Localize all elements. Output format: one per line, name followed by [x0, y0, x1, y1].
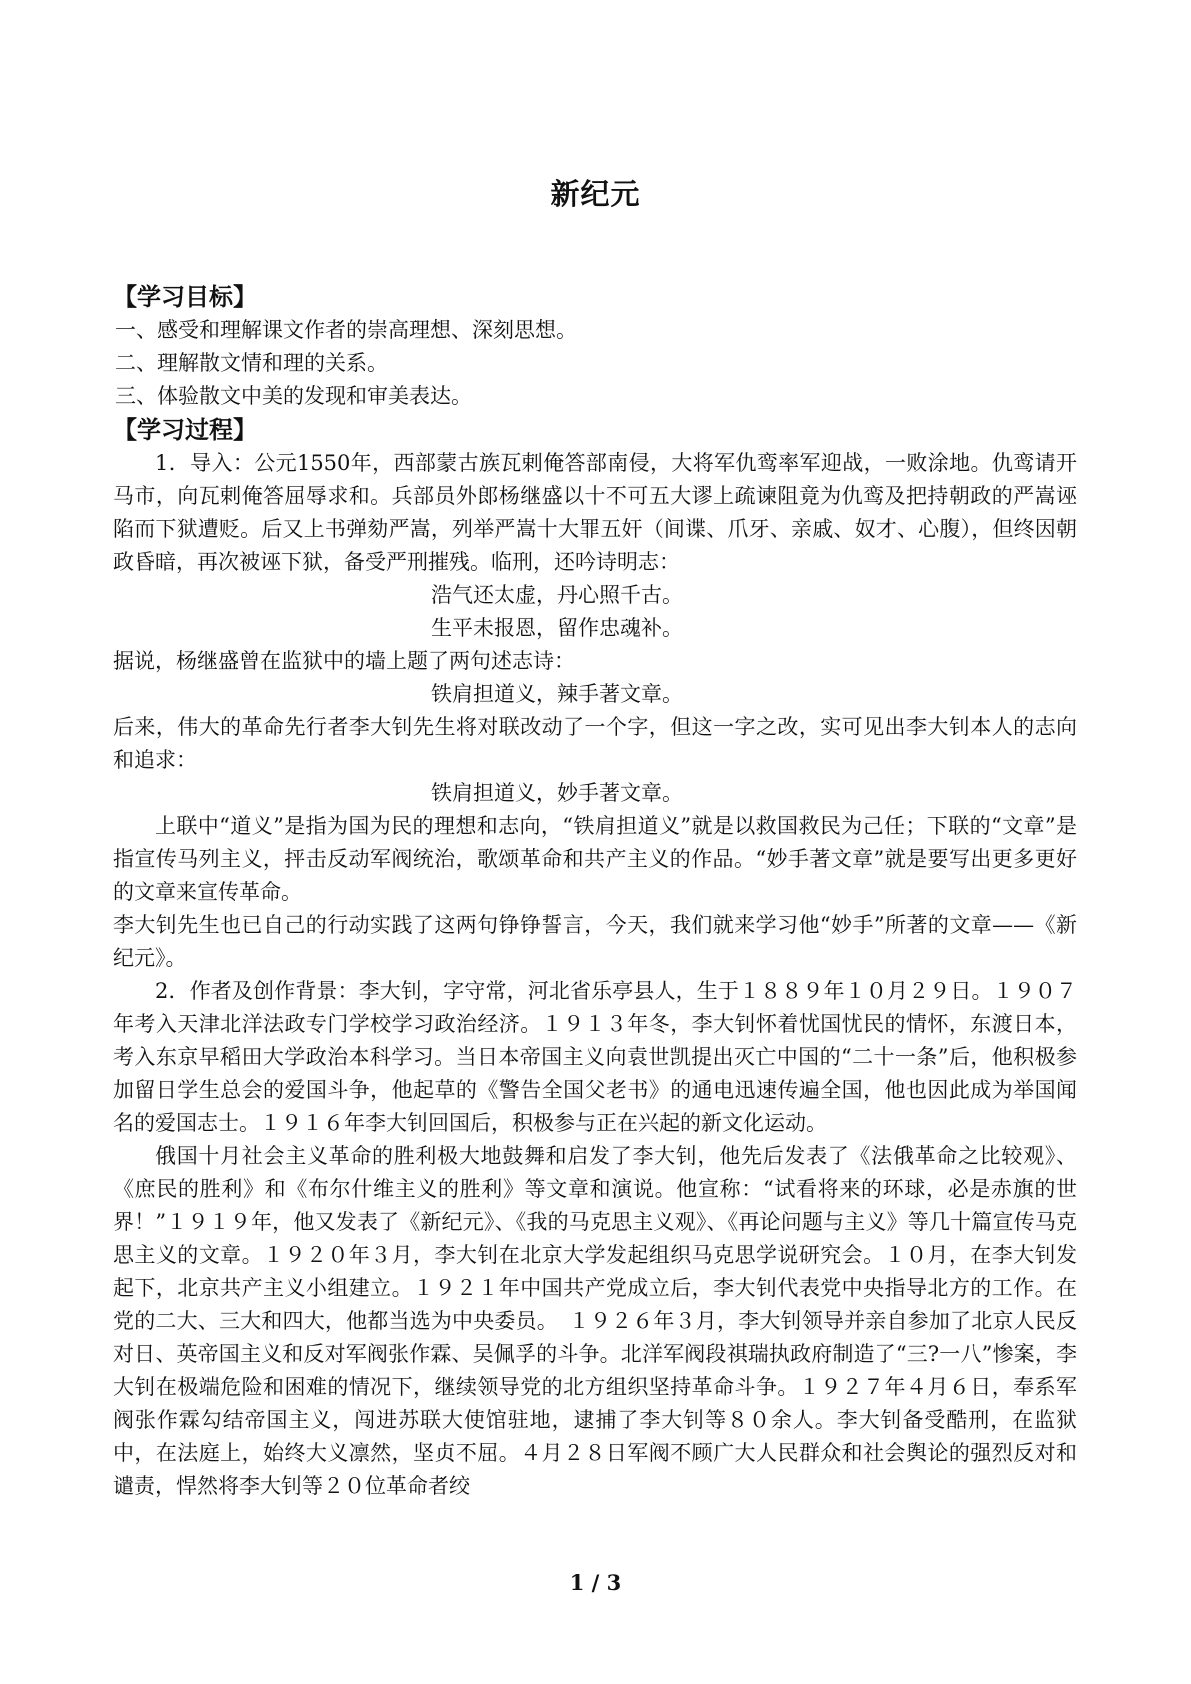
- poem-line: 浩气还太虚，丹心照千古。: [431, 583, 683, 607]
- section-heading-process: 【学习过程】: [113, 415, 257, 444]
- poem-line: 铁肩担道义，辣手著文章。: [431, 682, 683, 706]
- page-number: 1 / 3: [569, 1570, 622, 1595]
- document-body: [113, 280, 1077, 1503]
- paragraph-intro: 1．导入：公元1550年，西部蒙古族瓦剌俺答部南侵，大将军仇鸾率军迎战，一败涂地。仇鸾请开马市，向瓦剌俺答屈辱求和。兵部员外郎杨继盛以十不可五大谬上疏谏阻竟为仇鸾及把持朝政的严嵩诬陷而下狱遭贬。后又上书弹劾严嵩，列举严嵩十大罪五奸（间谍、爪牙、亲戚、奴才、心腹），但终因朝政昏暗，再次被诬下狱，备受严刑摧残。临刑，还吟诗明志：: [113, 451, 1077, 574]
- paragraph-author: 2．作者及创作背景：李大钊，字守常，河北省乐亭县人，生于１８８９年１０月２９日。１９０７年考入天津北洋法政专门学校学习政治经济。１９１３年冬，李大钊怀着忧国忧民的情怀，东渡日本，考入东京早稻田大学政治本科学习。当日本帝国主义向袁世凯提出灭亡中国的“二十一条”后，他积极参加留日学生总会的爱国斗争，他起草的《警告全国父老书》的通电迅速传遍全国，他也因此成为举国闻名的爱国志士。１９１６年李大钊回国后，积极参与正在兴起的新文化运动。: [113, 979, 1077, 1135]
- paragraph-practice: 李大钊先生也已自己的行动实践了这两句铮铮誓言，今天，我们就来学习他“妙手”所著的文章——《新纪元》。: [113, 913, 1077, 970]
- poem-line: 铁肩担道义，妙手著文章。: [431, 781, 683, 805]
- paragraph-explain: 上联中“道义”是指为国为民的理想和志向，“铁肩担道义”就是以救国救民为己任；下联的“文章”是指宣传马列主义，抨击反动军阀统治，歌颂革命和共产主义的作品。“妙手著文章”就是要写出更多更好的文章来宣传革命。: [113, 814, 1077, 904]
- paragraph-revolution: 俄国十月社会主义革命的胜利极大地鼓舞和启发了李大钊，他先后发表了《法俄革命之比较观》、《庶民的胜利》和《布尔什维主义的胜利》等文章和演说。他宣称：“试看将来的环球，必是赤旗的世界！”１９１９年，他又发表了《新纪元》、《我的马克思主义观》、《再论问题与主义》等几十篇宣传马克思主义的文章。１９２０年３月，李大钊在北京大学发起组织马克思学说研究会。１０月，在李大钊发起下，北京共产主义小组建立。１９２１年中国共产党成立后，李大钊代表党中央指导北方的工作。在党的二大、三大和四大，他都当选为中央委员。 １９２６年３月，李大钊领导并亲自参加了北京人民反对日、英帝国主义和反对军阀张作霖、吴佩孚的斗争。北洋军阀段祺瑞执政府制造了“三?一八”惨案，李大钊在极端危险和困难的情况下，继续领导党的北方组织坚持革命斗争。１９２７年４月６日，奉系军阀张作霖勾结帝国主义，闯进苏联大使馆驻地，逮捕了李大钊等８０余人。李大钊备受酷刑，在监狱中，在法庭上，始终大义凛然，坚贞不屈。４月２８日军阀不顾广大人民群众和社会舆论的强烈反对和谴责，悍然将李大钊等２０位革命者绞: [113, 1144, 1077, 1498]
- document-title: 新纪元: [550, 177, 641, 211]
- section-heading-goals: 【学习目标】: [113, 282, 257, 311]
- goal-item-2: 二、理解散文情和理的关系。: [115, 351, 388, 375]
- paragraph-later: 后来，伟大的革命先行者李大钊先生将对联改动了一个字，但这一字之改，实可见出李大钊本人的志向和追求：: [113, 715, 1077, 772]
- goal-item-1: 一、感受和理解课文作者的崇高理想、深刻思想。: [115, 318, 577, 342]
- poem-line: 生平未报恩，留作忠魂补。: [431, 616, 683, 640]
- paragraph-said: 据说，杨继盛曾在监狱中的墙上题了两句述志诗：: [113, 649, 575, 673]
- goal-item-3: 三、体验散文中美的发现和审美表达。: [115, 384, 472, 408]
